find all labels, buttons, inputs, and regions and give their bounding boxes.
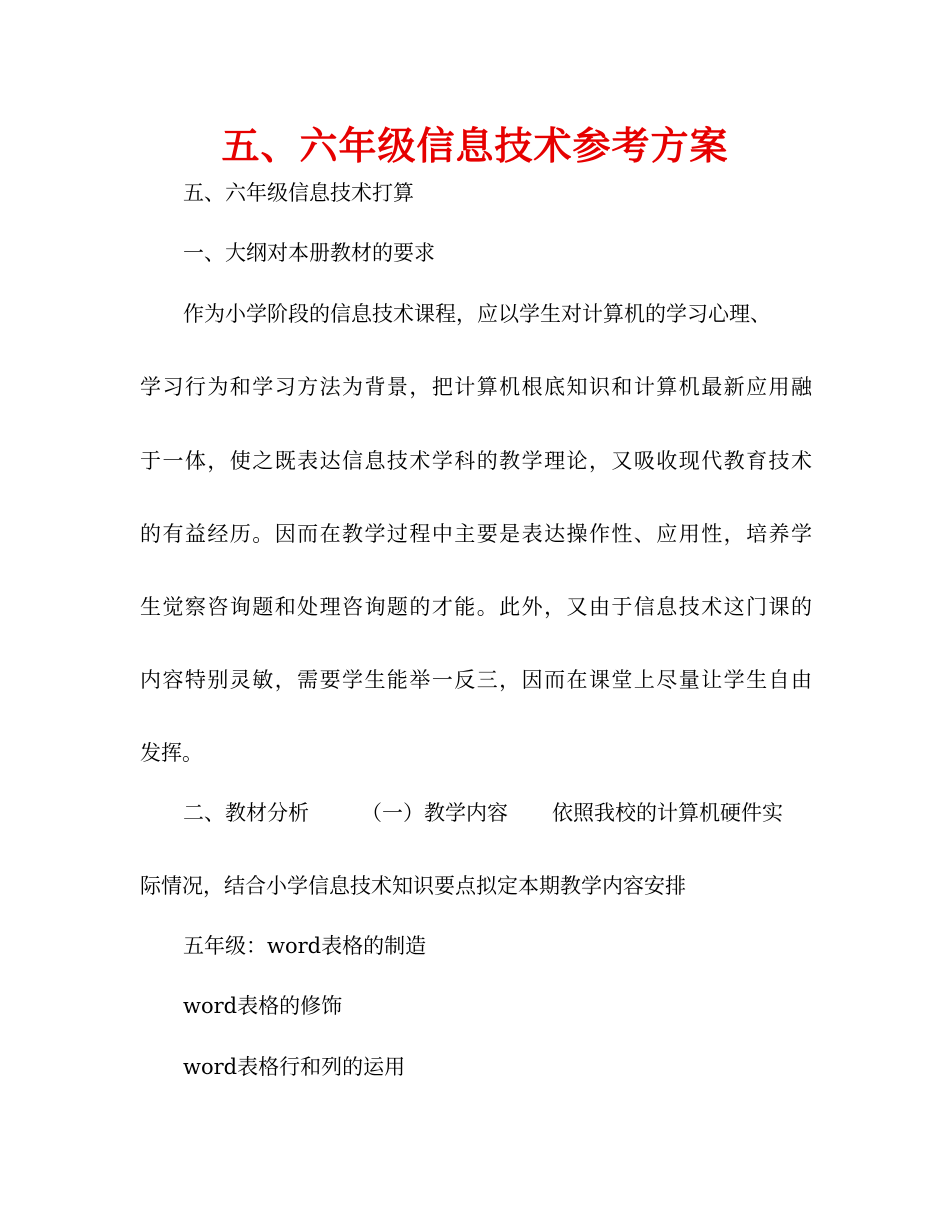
paragraph1-line-1: 作为小学阶段的信息技术课程，应以学生对计算机的学习心理、 — [183, 302, 771, 326]
paragraph1-line-7: 发挥。 — [140, 741, 203, 765]
section1-heading: 一、大纲对本册教材的要求 — [183, 241, 435, 265]
grade5-item-3: word表格行和列的运用 — [183, 1055, 406, 1079]
paragraph1-line-5: 生觉察咨询题和处理咨询题的才能。此外，又由于信息技术这门课的 — [140, 595, 812, 619]
paragraph1-line-6: 内容特别灵敏，需要学生能举一反三，因而在课堂上尽量让学生自由 — [140, 668, 812, 692]
grade5-item-1: 五年级：word表格的制造 — [183, 934, 427, 958]
paragraph1-line-2: 学习行为和学习方法为背景，把计算机根底知识和计算机最新应用融 — [140, 375, 812, 399]
section2-heading: 二、教材分析 — [183, 801, 309, 825]
section2-heading-line — [183, 797, 783, 829]
paragraph1-line-3: 于一体，使之既表达信息技术学科的教学理论，又吸收现代教育技术 — [140, 449, 812, 473]
grade5-item-2: word表格的修饰 — [183, 994, 343, 1018]
document-subtitle: 五、六年级信息技术打算 — [183, 181, 414, 205]
section2-lead: 依照我校的计算机硬件实 — [552, 801, 783, 825]
section2-continuation: 际情况，结合小学信息技术知识要点拟定本期教学内容安排 — [140, 874, 686, 898]
paragraph1-line-4: 的有益经历。因而在教学过程中主要是表达操作性、应用性，培养学 — [140, 522, 812, 546]
document-title: 五、六年级信息技术参考方案 — [221, 123, 729, 168]
section2-subheading: （一）教学内容 — [361, 801, 508, 825]
